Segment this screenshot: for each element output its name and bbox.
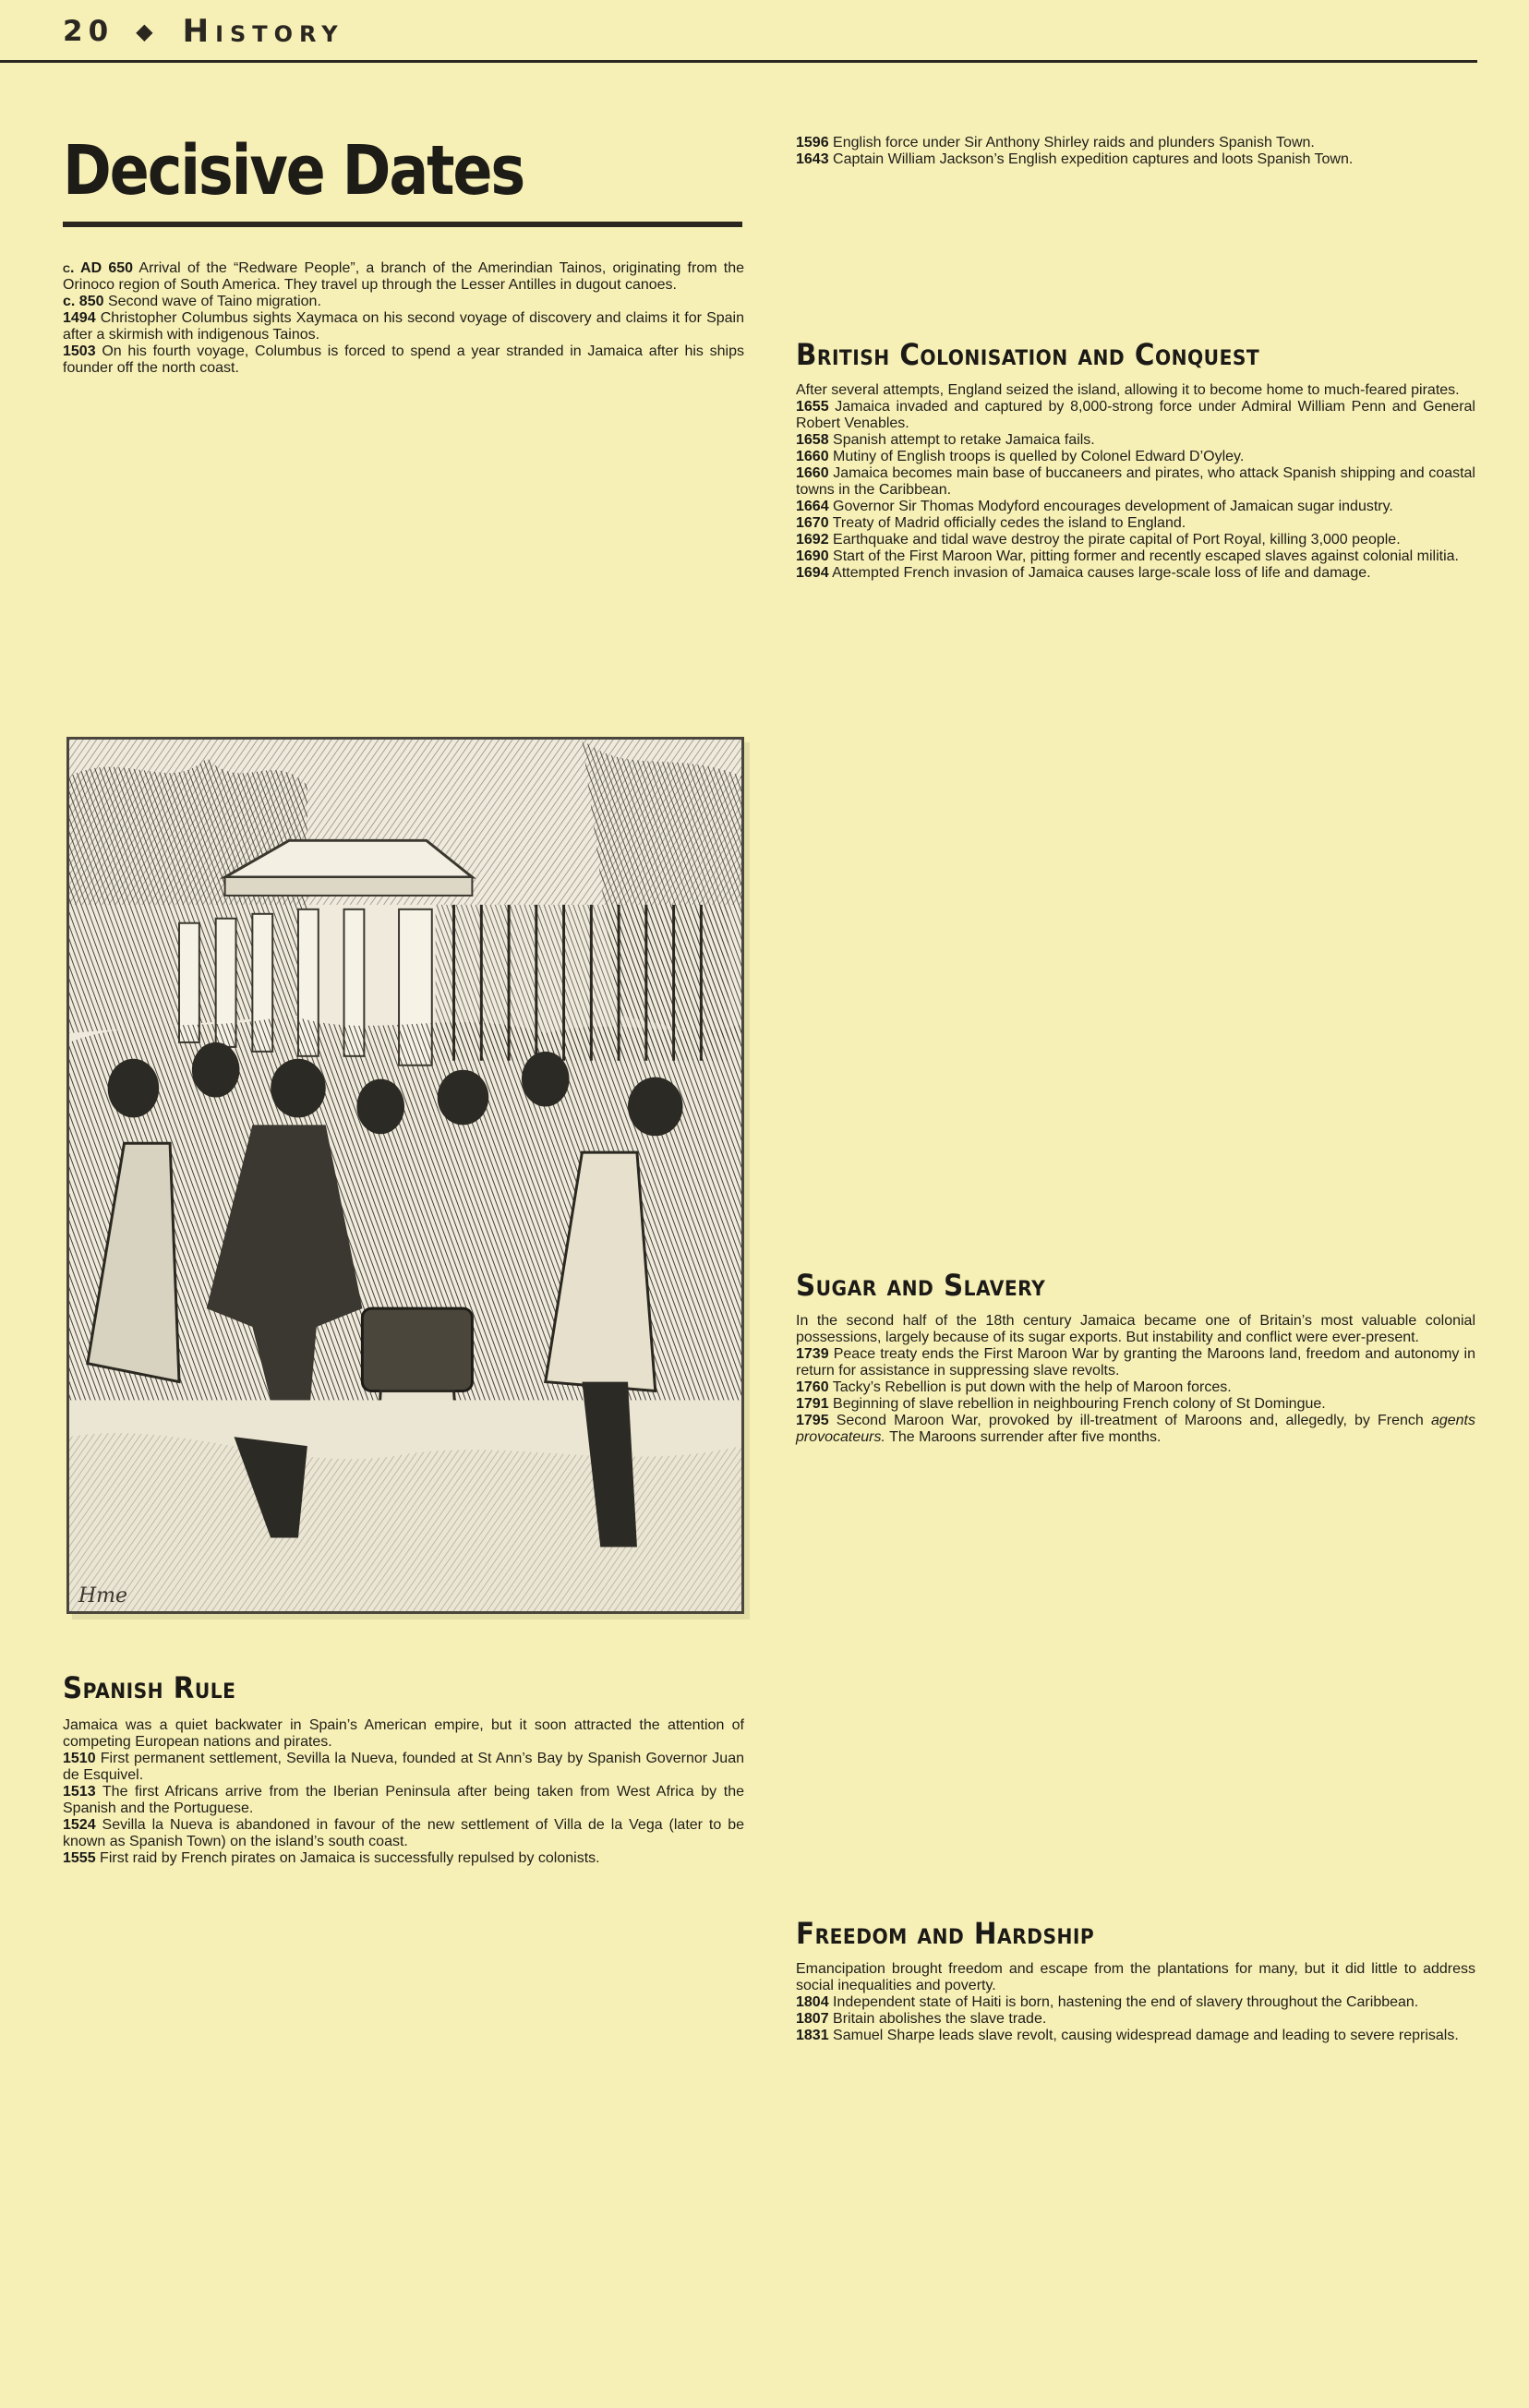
date-entry — [796, 135, 1475, 151]
section-name: History — [182, 13, 344, 50]
section-intro: Jamaica was a quiet backwater in Spain’s American empire, but it soon attracted the attention of competing European nations and pirates. — [63, 1717, 744, 1750]
date-entry — [796, 449, 1475, 465]
entry-year: 1694 — [796, 565, 829, 581]
date-entry — [796, 399, 1475, 432]
section-spanish-rule — [63, 1668, 744, 1867]
entry-year: 1795 — [796, 1413, 829, 1428]
entry-text: First permanent settlement, Sevilla la Nueva, founded at St Ann’s Bay by Spanish Governor Juan de Esquivel. — [63, 1751, 744, 1783]
date-entry — [796, 1379, 1475, 1396]
date-entry — [796, 532, 1475, 548]
entry-text: Attempted French invasion of Jamaica causes large-scale loss of life and damage. — [832, 565, 1371, 581]
entry-text: Treaty of Madrid officially cedes the island to England. — [832, 515, 1186, 531]
section-intro: After several attempts, England seized the island, allowing it to become home to much-feared pirates. — [796, 382, 1460, 398]
entry-text: Start of the First Maroon War, pitting former and recently escaped slaves against colonial militia. — [833, 548, 1459, 564]
entry-year: 1804 — [796, 1994, 829, 2010]
engraving-icon — [69, 740, 741, 1611]
date-entry — [63, 343, 744, 377]
header-rule — [0, 60, 1477, 63]
date-entry — [796, 2011, 1475, 2028]
entry-text: Samuel Sharpe leads slave revolt, causing widespread damage and leading to severe reprisals. — [833, 2028, 1459, 2043]
entry-text: Captain William Jackson’s English expedition captures and loots Spanish Town. — [833, 151, 1354, 167]
section-heading: Sugar and Slavery — [796, 1268, 1046, 1303]
running-head — [63, 13, 344, 50]
date-entry — [63, 1784, 744, 1817]
entry-text: Jamaica becomes main base of buccaneers and pirates, who attack Spanish shipping and coastal towns in the Caribbean. — [796, 465, 1475, 498]
entry-year: 1807 — [796, 2011, 829, 2027]
date-entry — [63, 1850, 744, 1867]
entry-year: 1690 — [796, 548, 829, 564]
diamond-separator-icon: ◆ — [136, 18, 159, 44]
entry-year: 1739 — [796, 1346, 829, 1362]
entry-text: The first Africans arrive from the Iberian Peninsula after being taken from West Africa by the Spanish and the Portuguese. — [63, 1784, 744, 1816]
entry-year: 1692 — [796, 532, 829, 548]
date-entry — [63, 1817, 744, 1850]
entry-text-italic: agents provocateurs. — [796, 1413, 1475, 1445]
entry-year: 1670 — [796, 515, 829, 531]
continued-entries — [796, 135, 1475, 168]
entry-text: On his fourth voyage, Columbus is forced to spend a year stranded in Jamaica after his ships founder off the north coast. — [63, 343, 744, 376]
entry-text: Arrival of the “Redware People”, a branch of the Amerindian Tainos, originating from the Orinoco region of South America. They travel up through the Lesser Antilles in dugout canoes. — [63, 260, 745, 293]
date-entry — [796, 2028, 1475, 2044]
page-title: Decisive Dates — [63, 131, 524, 211]
entry-year: 1760 — [796, 1379, 829, 1395]
entry-year: c. 850 — [63, 294, 104, 309]
date-entry — [796, 1346, 1475, 1379]
entry-text: Governor Sir Thomas Modyford encourages development of Jamaican sugar industry. — [833, 499, 1393, 514]
date-entry — [796, 499, 1475, 515]
entry-year: 1503 — [63, 343, 96, 359]
section-intro: In the second half of the 18th century Jamaica became one of Britain’s most valuable colonial possessions, largely because of its sugar exports. But instability and conflict were ever-present. — [796, 1313, 1475, 1345]
entry-year: 1664 — [796, 499, 829, 514]
page-number: 20 — [63, 15, 114, 48]
date-entry — [63, 260, 744, 294]
entry-text: Independent state of Haiti is born, hastening the end of slavery throughout the Caribbean. — [833, 1994, 1419, 2010]
entry-text: Spanish attempt to retake Jamaica fails. — [833, 432, 1095, 448]
date-entry — [796, 465, 1475, 499]
date-entry — [796, 432, 1475, 449]
entry-text: Second Maroon War, provoked by ill-treatment of Maroons and, allegedly, by French — [836, 1413, 1424, 1428]
entry-text: Beginning of slave rebellion in neighbouring French colony of St Domingue. — [833, 1396, 1326, 1412]
section-british-colonisation — [796, 334, 1475, 582]
entry-text: Earthquake and tidal wave destroy the pirate capital of Port Royal, killing 3,000 people. — [833, 532, 1401, 548]
entry-text: First raid by French pirates on Jamaica is successfully repulsed by colonists. — [100, 1850, 600, 1866]
entry-year: 1643 — [796, 151, 829, 167]
historical-illustration — [66, 737, 744, 1614]
date-entry — [796, 1413, 1475, 1446]
date-entry — [796, 151, 1475, 168]
entry-year: 1660 — [796, 449, 829, 464]
date-entry — [796, 1994, 1475, 2011]
entry-text: Christopher Columbus sights Xaymaca on his second voyage of discovery and claims it for Spain after a skirmish with indigenous Tainos. — [63, 310, 744, 343]
entry-year: 1596 — [796, 135, 829, 150]
entry-text: Second wave of Taino migration. — [107, 294, 321, 309]
entry-year: c. AD 650 — [63, 260, 134, 276]
section-intro: Emancipation brought freedom and escape from the plantations for many, but it did little to address social inequalities and poverty. — [796, 1961, 1475, 1993]
entry-year: 1510 — [63, 1751, 96, 1766]
entry-text: Peace treaty ends the First Maroon War by granting the Maroons land, freedom and autonomy in return for assistance in suppressing slave revolts. — [796, 1346, 1475, 1379]
section-heading: British Colonisation and Conquest — [796, 337, 1260, 372]
intro-entries — [63, 260, 744, 377]
entry-text: Britain abolishes the slave trade. — [833, 2011, 1047, 2027]
date-entry — [796, 515, 1475, 532]
entry-year: 1660 — [796, 465, 829, 481]
entry-year: 1513 — [63, 1784, 96, 1800]
section-sugar-slavery — [796, 1265, 1475, 1446]
entry-text: Tacky’s Rebellion is put down with the help of Maroon forces. — [832, 1379, 1232, 1395]
section-heading: Freedom and Hardship — [796, 1916, 1095, 1951]
entry-text: The Maroons surrender after five months. — [889, 1429, 1162, 1445]
date-entry — [63, 294, 744, 310]
entry-year: 1494 — [63, 310, 96, 326]
artist-signature: Hme — [78, 1584, 128, 1607]
date-entry — [796, 1396, 1475, 1413]
date-entry — [63, 310, 744, 343]
entry-year: 1555 — [63, 1850, 96, 1866]
entry-year: 1831 — [796, 2028, 829, 2043]
entry-text: English force under Sir Anthony Shirley raids and plunders Spanish Town. — [833, 135, 1315, 150]
entry-year: 1791 — [796, 1396, 829, 1412]
section-freedom-hardship — [796, 1913, 1475, 2044]
entry-year: 1524 — [63, 1817, 96, 1833]
entry-text: Mutiny of English troops is quelled by Colonel Edward D’Oyley. — [833, 449, 1245, 464]
date-entry — [796, 548, 1475, 565]
entry-text: Sevilla la Nueva is abandoned in favour of the new settlement of Villa de la Vega (later to be known as Spanish Town) on the island’s south coast. — [63, 1817, 745, 1849]
entry-year: 1655 — [796, 399, 829, 415]
entry-year: 1658 — [796, 432, 829, 448]
date-entry — [63, 1751, 744, 1784]
date-entry — [796, 565, 1475, 582]
title-underline — [63, 222, 742, 227]
entry-text: Jamaica invaded and captured by 8,000-strong force under Admiral William Penn and General Robert Venables. — [796, 399, 1475, 431]
section-heading: Spanish Rule — [63, 1670, 236, 1705]
